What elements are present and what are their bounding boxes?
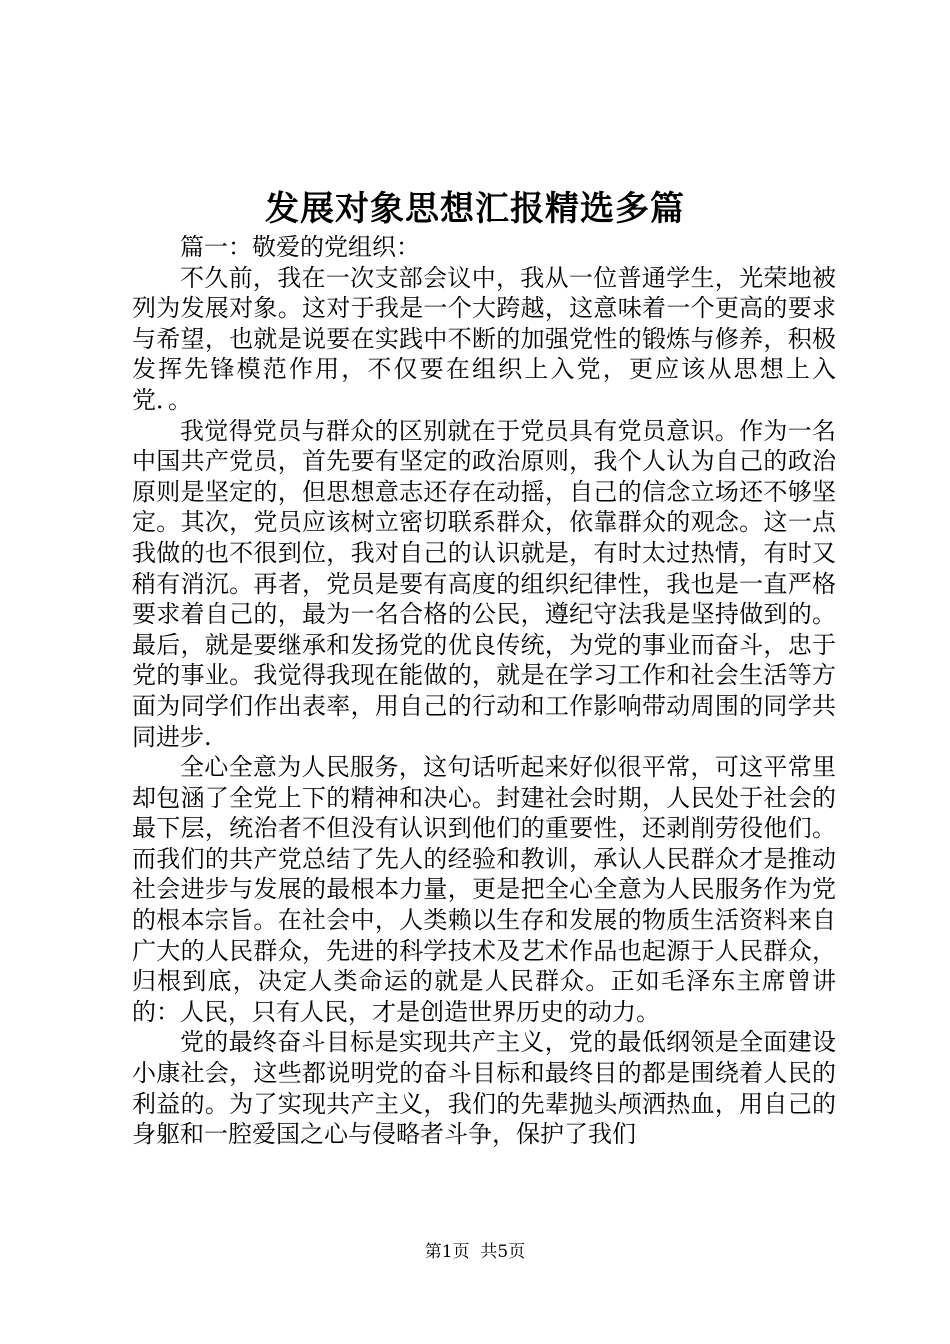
page-footer: 第1页 共5页 [424,1242,526,1262]
document-title: 发展对象思想汇报精选多篇 [265,189,685,229]
document-body [132,232,836,1150]
paragraph-2: 我觉得党员与群众的区别就在于党员具有党员意识。作为一名中国共产党员，首先要有坚定的政治原则，我个人认为自己的政治原则是坚定的，但思想意志还存在动摇，自己的信念立场还不够坚定。其次，党员应该树立密切联系群众，依靠群众的观念。这一点我做的也不很到位，我对自己的认识就是，有时太过热情，有时又稍有消沉。再者，党员是要有高度的组织纪律性，我也是一直严格要求着自己的，最为一名合格的公民，遵纪守法我是坚持做到的。最后，就是要继承和发扬党的优良传统，为党的事业而奋斗，忠于党的事业。我觉得我现在能做的，就是在学习工作和社会生活等方面为同学们作出表率，用自己的行动和工作影响带动周围的同学共同进步. [132,416,836,751]
paragraph-4: 党的最终奋斗目标是实现共产主义，党的最低纲领是全面建设小康社会，这些都说明党的奋斗目标和最终目的都是围绕着人民的利益的。为了实现共产主义，我们的先辈抛头颅洒热血，用自己的身躯和一腔爱国之心与侵略者斗争，保护了我们 [132,1028,836,1149]
paragraph-salutation: 篇一：敬爱的党组织： [180,233,420,261]
paragraph-3: 全心全意为人民服务，这句话听起来好似很平常，可这平常里却包涵了全党上下的精神和决心。封建社会时期，人民处于社会的最下层，统治者不但没有认识到他们的重要性，还剥削劳役他们。而我们的共产党总结了先人的经验和教训，承认人民群众才是推动社会进步与发展的最根本力量，更是把全心全意为人民服务作为党的根本宗旨。在社会中，人类赖以生存和发展的物质生活资料来自广大的人民群众，先进的科学技术及艺术作品也起源于人民群众，归根到底，决定人类命运的就是人民群众。正如毛泽东主席曾讲的：人民，只有人民，才是创造世界历史的动力。 [132,753,836,1026]
paragraph-1: 不久前，我在一次支部会议中，我从一位普通学生，光荣地被列为发展对象。这对于我是一个大跨越，这意味着一个更高的要求与希望，也就是说要在实践中不断的加强党性的锻炼与修养，积极发挥先锋模范作用，不仅要在组织上入党，更应该从思想上入党．。 [132,263,836,414]
